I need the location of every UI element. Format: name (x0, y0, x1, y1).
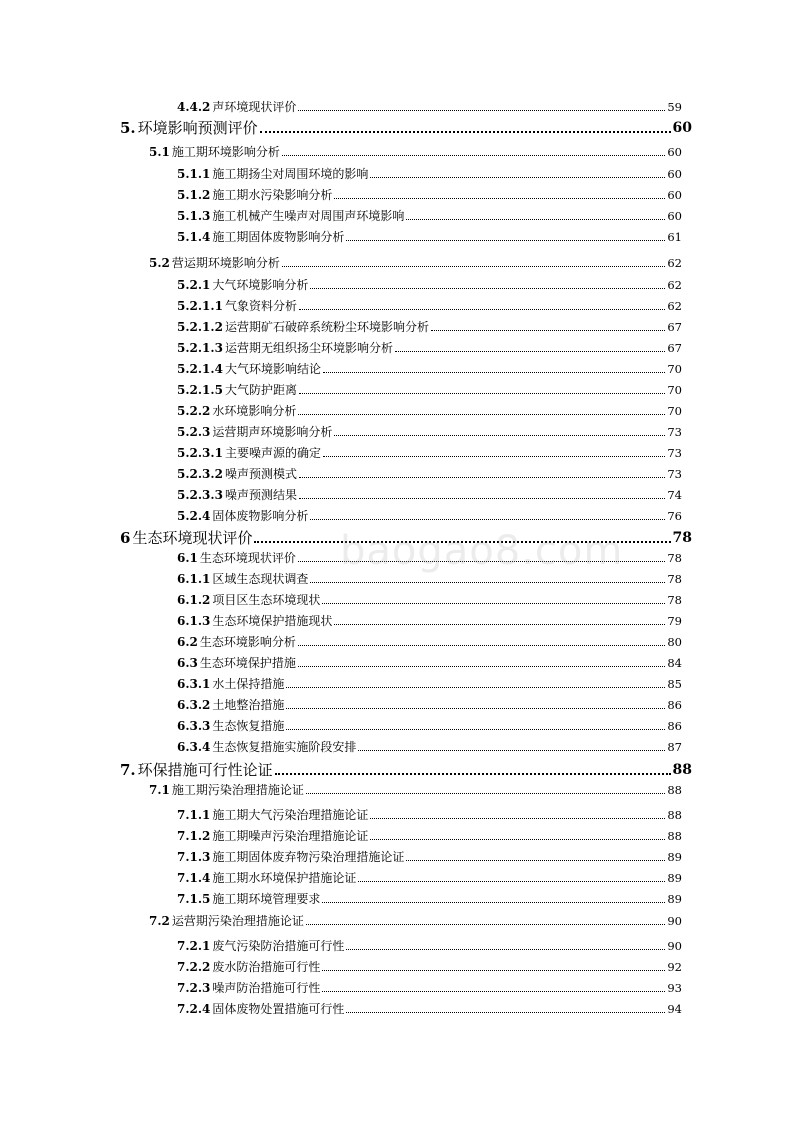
toc-entry-title: 固体废物影响分析 (212, 509, 309, 523)
toc-entry[interactable] (120, 118, 692, 138)
dot-leader (310, 519, 665, 520)
toc-entry-number: 5.1 (149, 145, 170, 159)
toc-entry-number: 7.1.5 (177, 892, 211, 906)
dot-leader (282, 155, 665, 156)
dot-leader (306, 924, 665, 925)
toc-entry[interactable] (177, 676, 682, 692)
toc-entry[interactable] (177, 508, 682, 524)
toc-entry-number: 7.2.1 (177, 939, 211, 953)
dot-leader (260, 131, 671, 133)
toc-entry-number: 5.2.3 (177, 425, 211, 439)
toc-entry-number: 6.3.3 (177, 719, 211, 733)
toc-entry-number: 7.1.2 (177, 829, 211, 843)
toc-entry[interactable] (177, 340, 682, 356)
toc-entry[interactable] (177, 571, 682, 587)
dot-leader (310, 288, 665, 289)
toc-entry-title: 施工期水污染影响分析 (212, 188, 333, 202)
toc-entry-number: 4.4.2 (177, 100, 211, 114)
toc-entry[interactable] (177, 424, 682, 440)
toc-entry-number: 7.1.4 (177, 871, 211, 885)
toc-entry-number: 5.2.1 (177, 278, 211, 292)
toc-entry-page: 70 (667, 383, 682, 397)
dot-leader (286, 708, 665, 709)
toc-entry[interactable] (120, 760, 692, 780)
toc-entry-number: 7. (120, 761, 136, 779)
dot-leader (322, 902, 665, 903)
toc-entry-title: 大气防护距离 (224, 383, 297, 397)
toc-entry[interactable] (177, 229, 682, 245)
toc-entry-title: 生态环境保护措施现状 (212, 614, 333, 628)
toc-entry[interactable] (177, 487, 682, 503)
toc-entry-page: 60 (667, 209, 682, 223)
toc-entry-page: 78 (667, 593, 682, 607)
toc-entry-number: 6 (120, 529, 131, 547)
toc-entry-page: 70 (667, 404, 682, 418)
dot-leader (346, 949, 665, 950)
toc-entry[interactable] (177, 592, 682, 608)
toc-entry-number: 5.2.1.1 (177, 299, 223, 313)
toc-entry-number: 7.1.1 (177, 808, 211, 822)
toc-entry[interactable] (177, 697, 682, 713)
dot-leader (282, 266, 665, 267)
toc-entry[interactable] (177, 298, 682, 314)
dot-leader (299, 393, 665, 394)
toc-entry-title: 废气污染防治措施可行性 (212, 939, 345, 953)
toc-entry-title: 生态恢复措施 (212, 719, 285, 733)
toc-entry-page: 89 (667, 871, 682, 885)
toc-entry-number: 5.2.1.4 (177, 362, 223, 376)
dot-leader (299, 309, 665, 310)
toc-entry-page: 93 (667, 981, 682, 995)
toc-entry[interactable] (177, 382, 682, 398)
toc-entry-page: 61 (667, 230, 682, 244)
toc-entry-number: 6.1 (177, 551, 198, 565)
dot-leader (323, 372, 665, 373)
toc-entry-page: 59 (667, 100, 682, 114)
dot-leader (286, 687, 665, 688)
toc-entry-number: 5.1.3 (177, 209, 211, 223)
toc-entry-title: 大气环境影响结论 (224, 362, 321, 376)
toc-entry-page: 67 (667, 341, 682, 355)
dot-leader (306, 793, 665, 794)
dot-leader (322, 603, 665, 604)
toc-entry-page: 76 (667, 509, 682, 523)
toc-entry-page: 60 (667, 167, 682, 181)
toc-entry[interactable] (177, 828, 682, 844)
dot-leader (358, 750, 665, 751)
toc-entry-title: 施工期环境影响分析 (171, 145, 280, 159)
toc-entry-number: 7.2.3 (177, 981, 211, 995)
dot-leader (370, 818, 665, 819)
toc-entry-number: 5.2.3.3 (177, 488, 223, 502)
toc-entry-title: 运营期矿石破碎系统粉尘环境影响分析 (224, 320, 429, 334)
toc-entry[interactable] (120, 528, 692, 548)
toc-entry-page: 62 (667, 278, 682, 292)
dot-leader (322, 991, 665, 992)
toc-entry-title: 施工期环境管理要求 (212, 892, 321, 906)
dot-leader (298, 561, 665, 562)
toc-entry-title: 施工期固体废物影响分析 (212, 230, 345, 244)
toc-entry-title: 施工机械产生噪声对周围声环境影响 (212, 209, 405, 223)
toc-entry[interactable] (177, 466, 682, 482)
toc-entry-page: 88 (667, 829, 682, 843)
toc-entry-title: 噪声预测模式 (224, 467, 297, 481)
toc-entry-title: 固体废物处置措施可行性 (212, 1002, 345, 1016)
toc-entry-title: 气象资料分析 (224, 299, 297, 313)
toc-entry-page: 78 (667, 551, 682, 565)
toc-entry[interactable] (149, 255, 682, 271)
toc-entry[interactable] (177, 849, 682, 865)
toc-entry[interactable] (177, 166, 682, 182)
toc-entry[interactable] (177, 980, 682, 996)
toc-entry-title: 施工期水环境保护措施论证 (212, 871, 357, 885)
toc-entry[interactable] (149, 782, 682, 798)
toc-entry-page: 87 (667, 740, 682, 754)
toc-entry-title: 运营期无组织扬尘环境影响分析 (224, 341, 393, 355)
toc-entry[interactable] (149, 144, 682, 160)
toc-entry[interactable] (177, 319, 682, 335)
toc-entry-number: 6.2 (177, 635, 198, 649)
toc-entry[interactable] (177, 550, 682, 566)
toc-entry-number: 7.1 (149, 783, 170, 797)
toc-entry-page: 79 (667, 614, 682, 628)
toc-entry-page: 60 (667, 145, 682, 159)
dot-leader (299, 477, 665, 478)
toc-entry-number: 6.1.2 (177, 593, 211, 607)
toc-entry-title: 环保措施可行性论证 (137, 761, 273, 779)
toc-entry[interactable] (177, 613, 682, 629)
toc-entry[interactable] (177, 959, 682, 975)
toc-entry-number: 7.1.3 (177, 850, 211, 864)
toc-entry-page: 86 (667, 698, 682, 712)
toc-entry-title: 声环境现状评价 (212, 100, 297, 114)
toc-entry-title: 大气环境影响分析 (212, 278, 309, 292)
toc-entry-title: 水土保持措施 (212, 677, 285, 691)
toc-entry[interactable] (177, 655, 682, 671)
toc-entry-number: 6.3 (177, 656, 198, 670)
toc-entry-title: 运营期污染治理措施论证 (171, 914, 304, 928)
toc-entry[interactable] (149, 913, 682, 929)
toc-entry-page: 84 (667, 656, 682, 670)
toc-entry-title: 施工期扬尘对周围环境的影响 (212, 167, 369, 181)
toc-entry-title: 营运期环境影响分析 (171, 256, 280, 270)
toc-entry-number: 6.3.2 (177, 698, 211, 712)
toc-entry[interactable] (177, 1001, 682, 1017)
toc-entry[interactable] (177, 807, 682, 823)
toc-entry-page: 73 (667, 446, 682, 460)
toc-entry[interactable] (177, 208, 682, 224)
dot-leader (370, 839, 665, 840)
toc-entry-number: 5.2.4 (177, 509, 211, 523)
toc-entry-number: 7.2.2 (177, 960, 211, 974)
toc-entry-title: 水环境影响分析 (212, 404, 297, 418)
toc-entry-number: 5.2.3.1 (177, 446, 223, 460)
toc-entry-number: 5.2.2 (177, 404, 211, 418)
toc-entry[interactable] (177, 891, 682, 907)
toc-entry[interactable] (177, 403, 682, 419)
dot-leader (299, 498, 665, 499)
toc-entry-number: 6.3.4 (177, 740, 211, 754)
toc-entry-page: 62 (667, 299, 682, 313)
toc-entry[interactable] (177, 718, 682, 734)
toc-entry-title: 施工期污染治理措施论证 (171, 783, 304, 797)
toc-entry-page: 78 (667, 572, 682, 586)
dot-leader (370, 177, 665, 178)
dot-leader (286, 729, 665, 730)
toc-entry-number: 5.2.1.3 (177, 341, 223, 355)
toc-entry-page: 74 (667, 488, 682, 502)
dot-leader (406, 860, 665, 861)
toc-entry-title: 废水防治措施可行性 (212, 960, 321, 974)
toc-entry-page: 90 (667, 914, 682, 928)
toc-entry[interactable] (177, 634, 682, 650)
toc-entry-page: 92 (667, 960, 682, 974)
toc-entry-title: 生态环境保护措施 (199, 656, 296, 670)
dot-leader (298, 645, 665, 646)
dot-leader (395, 351, 665, 352)
toc-entry-page: 89 (667, 850, 682, 864)
toc-entry-page: 90 (667, 939, 682, 953)
toc-entry-title: 项目区生态环境现状 (212, 593, 321, 607)
toc-entry-title: 生态环境现状评价 (132, 529, 253, 547)
toc-entry-number: 5.1.4 (177, 230, 211, 244)
dot-leader (346, 240, 665, 241)
dot-leader (323, 456, 665, 457)
dot-leader (298, 414, 665, 415)
toc-entry-number: 5.2 (149, 256, 170, 270)
toc-entry-page: 73 (667, 425, 682, 439)
toc-entry-title: 施工期大气污染治理措施论证 (212, 808, 369, 822)
toc-entry[interactable] (177, 739, 682, 755)
toc-entry-page: 67 (667, 320, 682, 334)
dot-leader (406, 219, 665, 220)
toc-entry-page: 88 (667, 808, 682, 822)
toc-entry-title: 施工期固体废弃物污染治理措施论证 (212, 850, 405, 864)
toc-entry-title: 生态环境现状评价 (199, 551, 296, 565)
toc-entry-number: 6.3.1 (177, 677, 211, 691)
dot-leader (254, 541, 670, 543)
toc-entry-number: 5.2.3.2 (177, 467, 223, 481)
toc-entry-page: 94 (667, 1002, 682, 1016)
toc-entry-number: 5.1.2 (177, 188, 211, 202)
toc-entry-number: 5. (120, 119, 136, 137)
toc-entry-number: 6.1.1 (177, 572, 211, 586)
dot-leader (334, 624, 665, 625)
toc-entry-title: 生态环境影响分析 (199, 635, 296, 649)
dot-leader (322, 970, 665, 971)
dot-leader (358, 881, 665, 882)
toc-entry-title: 区域生态现状调查 (212, 572, 309, 586)
toc-entry-page: 60 (672, 120, 692, 136)
toc-entry-title: 土地整治措施 (212, 698, 285, 712)
toc-entry-number: 7.2 (149, 914, 170, 928)
toc-entry-page: 78 (672, 530, 692, 546)
toc-entry-title: 主要噪声源的确定 (224, 446, 321, 460)
toc-entry-page: 62 (667, 256, 682, 270)
dot-leader (346, 1012, 665, 1013)
toc-entry-number: 5.1.1 (177, 167, 211, 181)
toc-entry-page: 73 (667, 467, 682, 481)
toc-entry-page: 88 (667, 783, 682, 797)
dot-leader (298, 110, 665, 111)
dot-leader (298, 666, 665, 667)
toc-entry-page: 80 (667, 635, 682, 649)
toc-entry[interactable] (177, 445, 682, 461)
dot-leader (310, 582, 665, 583)
toc-entry-title: 生态恢复措施实施阶段安排 (212, 740, 357, 754)
toc-entry[interactable] (177, 277, 682, 293)
toc-entry[interactable] (177, 870, 682, 886)
toc-entry-page: 88 (672, 762, 692, 778)
toc-entry-page: 60 (667, 188, 682, 202)
toc-entry-page: 86 (667, 719, 682, 733)
dot-leader (334, 435, 665, 436)
toc-entry[interactable] (177, 99, 682, 115)
dot-leader (334, 198, 665, 199)
toc-entry-title: 环境影响预测评价 (137, 119, 258, 137)
toc-entry[interactable] (177, 187, 682, 203)
toc-entry-number: 6.1.3 (177, 614, 211, 628)
toc-entry[interactable] (177, 938, 682, 954)
toc-entry-page: 70 (667, 362, 682, 376)
toc-entry-number: 7.2.4 (177, 1002, 211, 1016)
toc-entry-title: 施工期噪声污染治理措施论证 (212, 829, 369, 843)
toc-entry-title: 噪声防治措施可行性 (212, 981, 321, 995)
toc-entry-page: 89 (667, 892, 682, 906)
toc-entry-page: 85 (667, 677, 682, 691)
toc-entry-number: 5.2.1.5 (177, 383, 223, 397)
dot-leader (275, 773, 671, 775)
toc-entry-title: 运营期声环境影响分析 (212, 425, 333, 439)
watermark: baogao8.com (340, 528, 624, 574)
toc-entry-number: 5.2.1.2 (177, 320, 223, 334)
toc-entry[interactable] (177, 361, 682, 377)
toc-entry-title: 噪声预测结果 (224, 488, 297, 502)
dot-leader (431, 330, 665, 331)
